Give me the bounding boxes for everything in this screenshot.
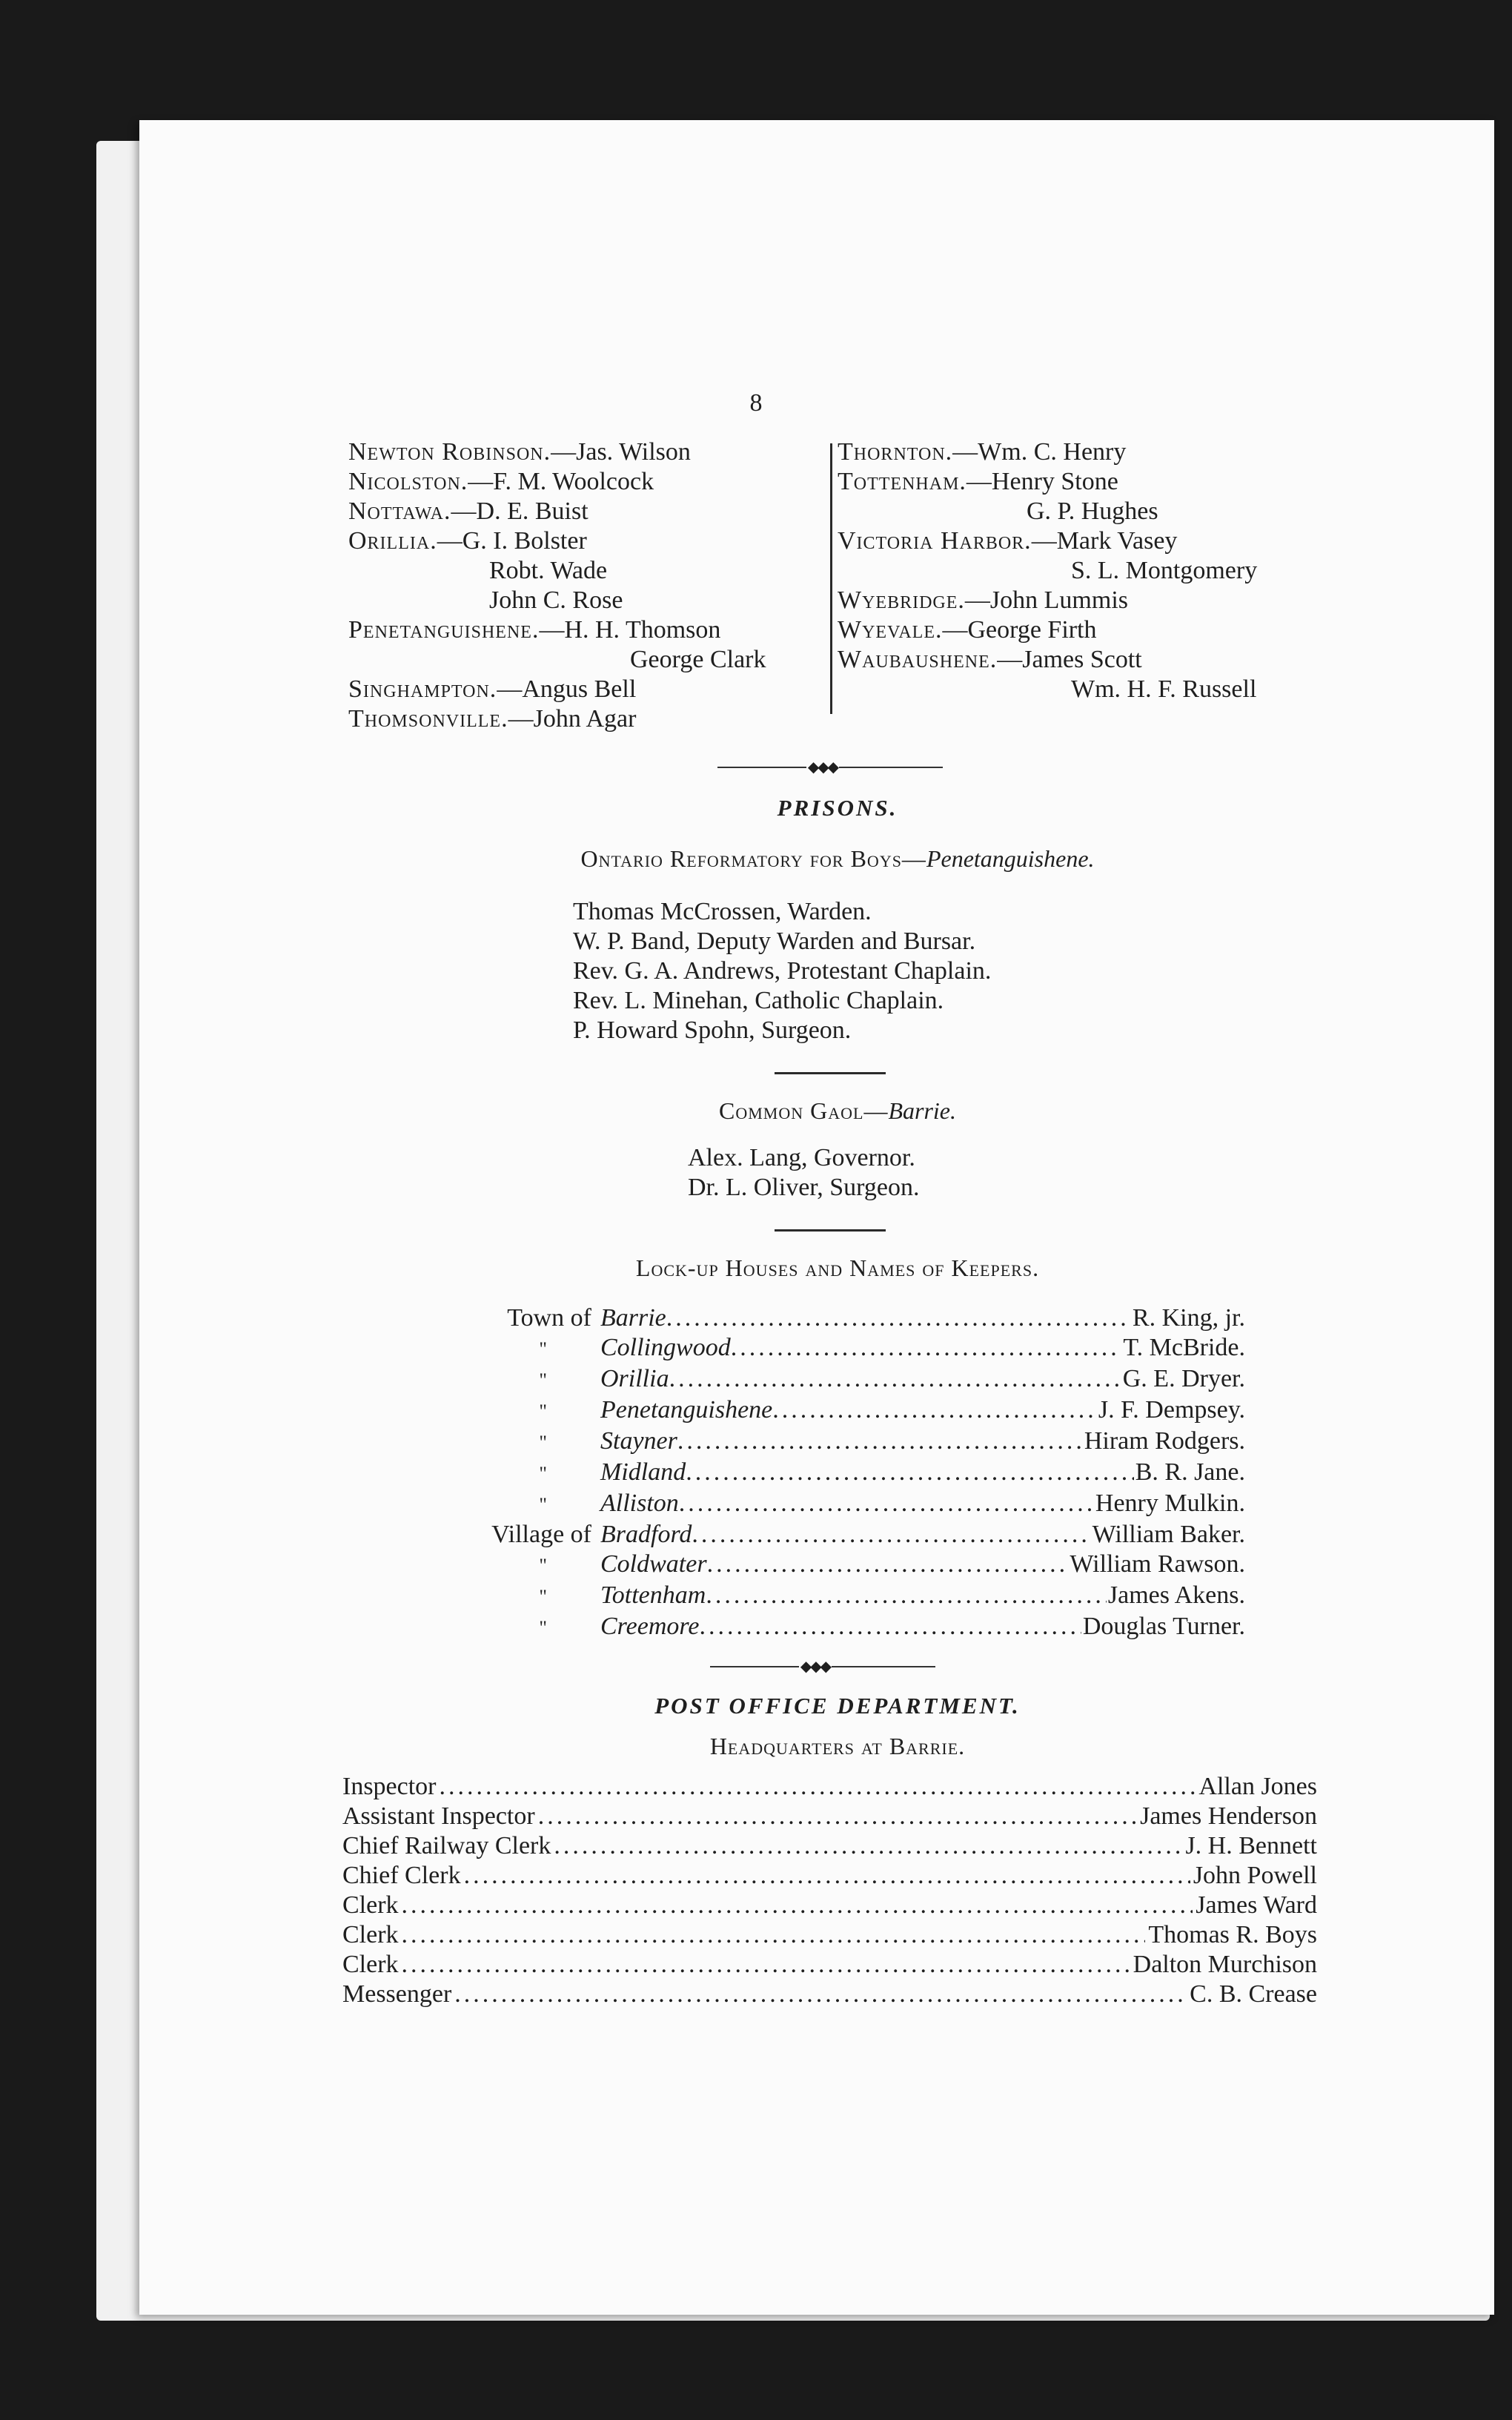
town-entry: Waubaushene.—James Scott xyxy=(838,646,1142,673)
dot-leader xyxy=(402,1950,1130,1980)
town-entry: Orillia.—G. I. Bolster xyxy=(348,527,587,555)
reformatory-staff xyxy=(573,897,991,1045)
post-masters-listing xyxy=(348,437,1327,734)
lockup-row: Village of Bradford ..... William Baker. xyxy=(430,1520,1245,1550)
ornament-line xyxy=(832,1666,935,1667)
gaol-heading: Common Gaol—Barrie. xyxy=(719,1097,956,1124)
post-office-row: Assistant Inspector ..... James Henderson xyxy=(342,1802,1317,1831)
listing-right-column xyxy=(838,437,1342,704)
ornament-line xyxy=(710,1666,799,1667)
post-office-row: Inspector ..... Allan Jones xyxy=(342,1772,1317,1802)
town-entry-continued: Wm. H. F. Russell xyxy=(1071,675,1257,703)
town-entry: Nottawa.—D. E. Buist xyxy=(348,497,588,525)
town-entry: Thornton.—Wm. C. Henry xyxy=(838,438,1127,466)
town-entry-continued: John C. Rose xyxy=(489,586,623,614)
lockup-row: " Penetanguishene ..... J. F. Dempsey. xyxy=(430,1395,1245,1426)
staff-entry: Dr. L. Oliver, Surgeon. xyxy=(688,1174,920,1201)
post-office-row: Clerk ..... James Ward xyxy=(342,1891,1317,1920)
lockup-keepers-list xyxy=(430,1303,1245,1643)
section-rule xyxy=(775,1229,886,1232)
dot-leader xyxy=(402,1891,1193,1920)
town-entry: Penetanguishene.—H. H. Thomson xyxy=(348,616,721,644)
lockup-heading: Lock-up Houses and Names of Keepers. xyxy=(635,1254,1040,1281)
lockup-row: Town of Barrie ..... R. King, jr. xyxy=(430,1303,1245,1333)
dot-leader xyxy=(538,1802,1137,1831)
dot-leader xyxy=(669,1364,1121,1394)
dot-leader xyxy=(554,1831,1182,1861)
post-office-row: Clerk ..... Dalton Murchison xyxy=(342,1950,1317,1980)
staff-entry: P. Howard Spohn, Surgeon. xyxy=(573,1016,852,1044)
town-entry-continued: Robt. Wade xyxy=(489,557,608,584)
lockup-row: " Alliston ..... Henry Mulkin. xyxy=(430,1489,1245,1520)
column-divider xyxy=(830,443,832,714)
page-number: 8 xyxy=(749,389,763,417)
dot-leader xyxy=(707,1550,1069,1579)
post-office-title: POST OFFICE DEPARTMENT. xyxy=(654,1693,1021,1719)
dot-leader xyxy=(706,1581,1107,1610)
post-office-row: Messenger ..... C. B. Crease xyxy=(342,1980,1317,2009)
staff-entry: W. P. Band, Deputy Warden and Bursar. xyxy=(573,928,976,955)
ornament-diamonds: ◆◆◆ xyxy=(800,1659,831,1675)
town-entry: Nicolston.—F. M. Woolcock xyxy=(348,468,654,495)
dot-leader xyxy=(772,1395,1097,1425)
reformatory-heading: Ontario Reformatory for Boys—Penetanguishene. xyxy=(580,845,1095,872)
dot-leader xyxy=(666,1303,1131,1333)
ornament-diamonds: ◆◆◆ xyxy=(807,759,838,776)
lockup-row: " Orillia ..... G. E. Dryer. xyxy=(430,1364,1245,1395)
dot-leader xyxy=(731,1333,1122,1363)
lockup-row: " Collingwood ..... T. McBride. xyxy=(430,1333,1245,1364)
post-office-staff-list xyxy=(342,1772,1317,2009)
lockup-row: " Creemore ..... Douglas Turner. xyxy=(430,1612,1245,1643)
town-entry: Victoria Harbor.—Mark Vasey xyxy=(838,527,1178,555)
lockup-row: " Tottenham ..... James Akens. xyxy=(430,1581,1245,1612)
ornament-divider xyxy=(712,760,949,775)
town-entry-continued: G. P. Hughes xyxy=(1027,497,1158,525)
staff-entry: Rev. G. A. Andrews, Protestant Chaplain. xyxy=(573,957,992,985)
post-office-row: Clerk ..... Thomas R. Boys xyxy=(342,1920,1317,1950)
ornament-line xyxy=(717,767,806,768)
listing-left-column xyxy=(348,437,830,734)
dot-leader xyxy=(677,1426,1083,1456)
prisons-title: PRISONS. xyxy=(777,795,898,821)
post-office-row: Chief Clerk ..... John Powell xyxy=(342,1861,1317,1891)
section-rule xyxy=(775,1072,886,1074)
ornament-line xyxy=(839,767,943,768)
town-entry: Singhampton.—Angus Bell xyxy=(348,675,637,703)
post-office-subtitle: Headquarters at Barrie. xyxy=(709,1733,966,1759)
town-entry: Wyebridge.—John Lummis xyxy=(838,586,1128,614)
town-entry: Thomsonville.—John Agar xyxy=(348,705,637,733)
lockup-row: " Coldwater ..... William Rawson. xyxy=(430,1550,1245,1581)
post-office-row: Chief Railway Clerk ..... J. H. Bennett xyxy=(342,1831,1317,1861)
staff-entry: Alex. Lang, Governor. xyxy=(688,1144,915,1171)
dot-leader xyxy=(686,1458,1134,1487)
lockup-row: " Stayner ..... Hiram Rodgers. xyxy=(430,1426,1245,1458)
town-entry-continued: S. L. Montgomery xyxy=(1071,557,1258,584)
town-entry: Newton Robinson.—Jas. Wilson xyxy=(348,438,691,466)
dot-leader xyxy=(454,1980,1187,2009)
lockup-row: " Midland ..... B. R. Jane. xyxy=(430,1458,1245,1489)
town-entry-continued: George Clark xyxy=(630,646,766,673)
ornament-divider xyxy=(704,1659,941,1674)
town-entry: Tottenham.—Henry Stone xyxy=(838,468,1118,495)
dot-leader xyxy=(679,1489,1094,1518)
town-entry: Wyevale.—George Firth xyxy=(838,616,1097,644)
staff-entry: Thomas McCrossen, Warden. xyxy=(573,898,872,925)
dot-leader xyxy=(692,1520,1090,1550)
staff-entry: Rev. L. Minehan, Catholic Chaplain. xyxy=(573,987,944,1014)
dot-leader xyxy=(699,1612,1081,1642)
dot-leader xyxy=(464,1861,1190,1891)
dot-leader xyxy=(440,1772,1196,1802)
gaol-staff xyxy=(688,1143,919,1203)
dot-leader xyxy=(402,1920,1146,1950)
